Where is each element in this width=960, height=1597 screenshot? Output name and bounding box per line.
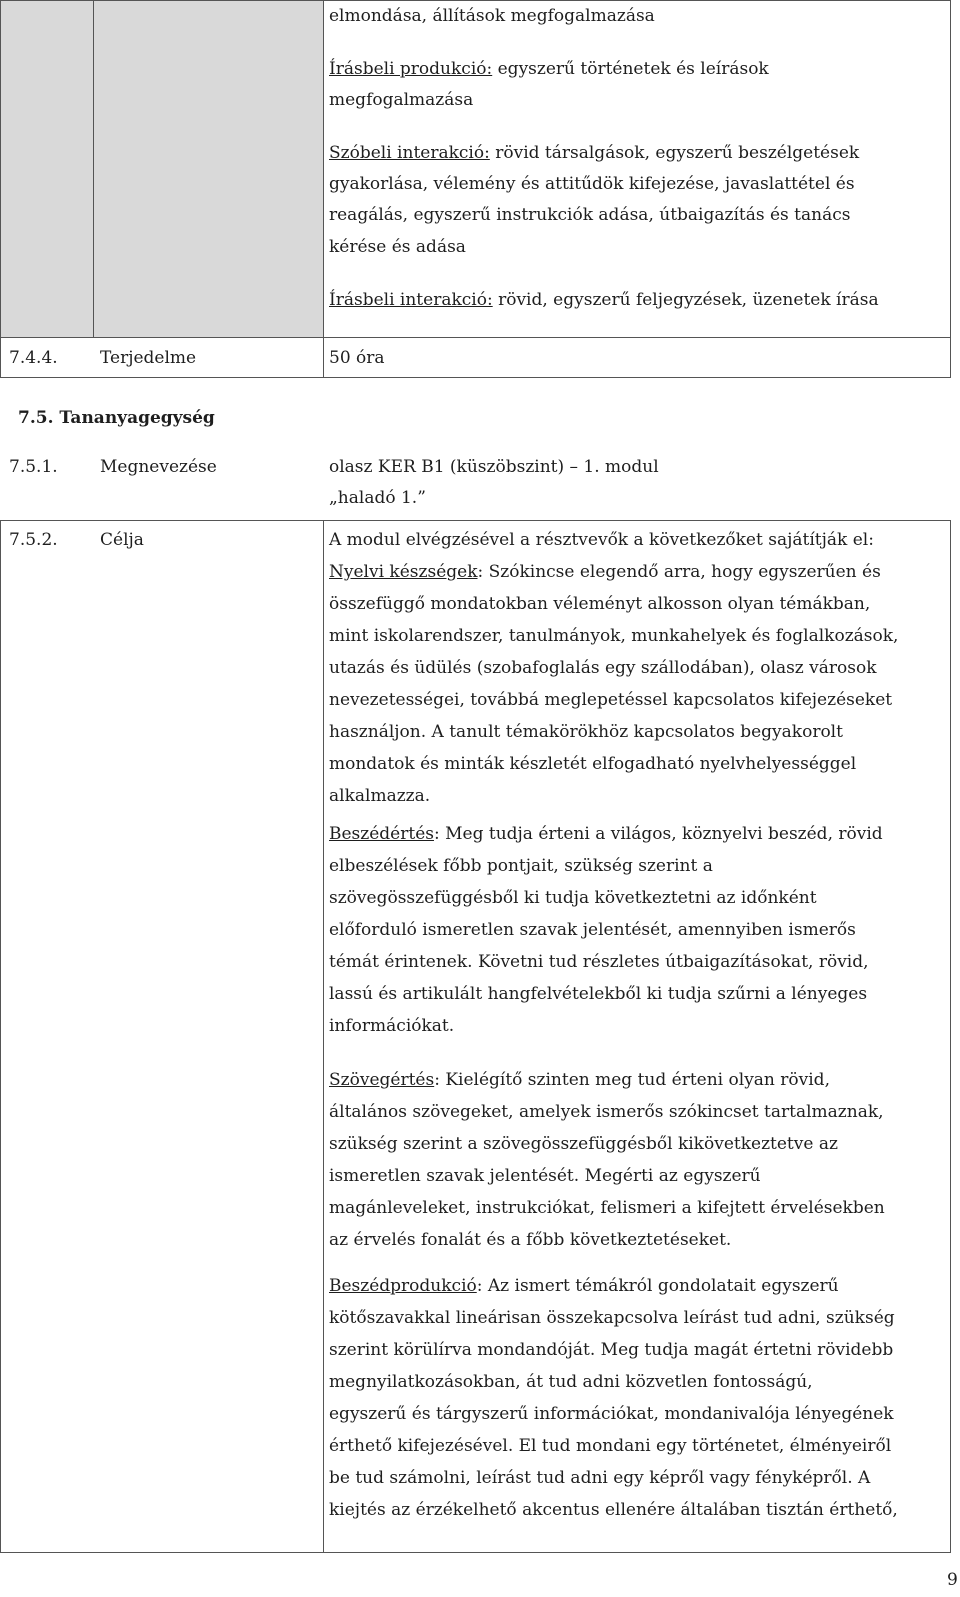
beszedprodukcio-line-6: érthető kifejezésével. El tud mondani egy történetet, élményeiről — [329, 1436, 892, 1456]
row-value-megnevezese-2: „haladó 1.” — [329, 488, 426, 508]
szobeli-interakcio-label: Szóbeli interakció: — [329, 143, 490, 163]
row-label-megnevezese: Megnevezése — [100, 457, 217, 477]
beszedprodukcio-line-8: kiejtés az érzékelhető akcentus ellenére általában tisztán érthető, — [329, 1500, 898, 1520]
nyelvi-line-7: mondatok és minták készletét elfogadható nyelvhelyességgel — [329, 754, 857, 774]
beszedprodukcio-label: Beszédprodukció — [329, 1276, 477, 1296]
beszedprodukcio-line-5: egyszerű és tárgyszerű információkat, mondanivalója lényegének — [329, 1404, 894, 1424]
celja-intro: A modul elvégzésével a résztvevők a következőket sajátítják el: — [329, 530, 874, 550]
beszedertes-line-6: lassú és artikulált hangfelvételekből ki tudja szűrni a lényeges — [329, 984, 868, 1004]
row-label-celja: Célja — [100, 530, 144, 550]
nyelvi-line-6: használjon. A tanult témakörökhöz kapcsolatos begyakorolt — [329, 722, 843, 742]
szobeli-interakcio-line-3: reagálás, egyszerű instrukciók adása, útbaigazítás és tanács — [329, 205, 851, 225]
beszedertes-line-3: szövegösszefüggésből ki tudja következtetni az időnként — [329, 888, 817, 908]
szovegertes-line-5: magánleveleket, instrukciókat, felismeri a kifejtett érvelésekben — [329, 1198, 885, 1218]
szobeli-interakcio-line-4: kérése és adása — [329, 237, 466, 257]
row-value-terjedelme: 50 óra — [329, 348, 385, 368]
row-value-megnevezese-1: olasz KER B1 (küszöbszint) – 1. modul — [329, 457, 659, 477]
nyelvi-label: Nyelvi készségek — [329, 562, 478, 582]
szovegertes-line-1: Szövegértés: Kielégítő szinten meg tud érteni olyan rövid, — [329, 1070, 830, 1090]
nyelvi-line-4: utazás és üdülés (szobafoglalás egy szállodában), olasz városok — [329, 658, 877, 678]
irasbeli-produkcio-line-2: megfogalmazása — [329, 90, 474, 110]
nyelvi-line-5: nevezetességei, továbbá meglepetéssel kapcsolatos kifejezéseket — [329, 690, 893, 710]
row-number-terjedelme: 7.4.4. — [9, 348, 58, 368]
nyelvi-line-3: mint iskolarendszer, tanulmányok, munkahelyek és foglalkozások, — [329, 626, 899, 646]
beszedertes-line-4: előforduló ismeretlen szavak jelentését, amennyiben ismerős — [329, 920, 856, 940]
beszedertes-label: Beszédértés — [329, 824, 434, 844]
beszedertes-line-5: témát érintenek. Követni tud részletes útbaigazításokat, rövid, — [329, 952, 869, 972]
szobeli-interakcio-line-2: gyakorlása, vélemény és attitűdök kifejezése, javaslattétel és — [329, 174, 855, 194]
irasbeli-produkcio-label: Írásbeli produkció: — [329, 59, 493, 79]
beszedprodukcio-line-1: Beszédprodukció: Az ismert témákról gondolatait egyszerű — [329, 1276, 839, 1296]
szovegertes-label: Szövegértés — [329, 1070, 435, 1090]
beszedertes-line-1: Beszédértés: Meg tudja érteni a világos, köznyelvi beszéd, rövid — [329, 824, 883, 844]
shaded-cell-number — [1, 1, 93, 337]
szovegertes-line-4: ismeretlen szavak jelentését. Megérti az egyszerű — [329, 1166, 761, 1186]
row-label-terjedelme: Terjedelme — [100, 348, 197, 368]
section-heading: 7.5. Tananyagegység — [18, 408, 215, 428]
irasbeli-interakcio-label: Írásbeli interakció: — [329, 290, 493, 310]
szobeli-interakcio-line-1: Szóbeli interakció: rövid társalgások, egyszerű beszélgetések — [329, 143, 860, 163]
beszedprodukcio-line-7: be tud számolni, leírást tud adni egy képről vagy fényképről. A — [329, 1468, 871, 1488]
nyelvi-line-2: összefüggő mondatokban véleményt alkosson olyan témákban, — [329, 594, 871, 614]
row-number-celja: 7.5.2. — [9, 530, 58, 550]
beszedertes-line-7: információkat. — [329, 1016, 455, 1036]
nyelvi-line-1: Nyelvi készségek: Szókincse elegendő arra, hogy egyszerűen és — [329, 562, 881, 582]
continued-text-line: elmondása, állítások megfogalmazása — [329, 6, 655, 26]
shaded-cell-label — [94, 1, 323, 337]
szovegertes-line-6: az érvelés fonalát és a főbb következtetéseket. — [329, 1230, 732, 1250]
beszedprodukcio-line-4: megnyilatkozásokban, át tud adni közvetlen fontosságú, — [329, 1372, 813, 1392]
irasbeli-interakcio-line: Írásbeli interakció: rövid, egyszerű feljegyzések, üzenetek írása — [329, 290, 879, 310]
beszedprodukcio-line-2: kötőszavakkal lineárisan összekapcsolva leírást tud adni, szükség — [329, 1308, 895, 1328]
nyelvi-line-8: alkalmazza. — [329, 786, 431, 806]
row-number-megnevezese: 7.5.1. — [9, 457, 58, 477]
beszedprodukcio-line-3: szerint körülírva mondandóját. Meg tudja magát értetni rövidebb — [329, 1340, 894, 1360]
irasbeli-produkcio-line-1: Írásbeli produkció: egyszerű történetek és leírások — [329, 59, 769, 79]
page-number: 9 — [947, 1570, 958, 1590]
beszedertes-line-2: elbeszélések főbb pontjait, szükség szerint a — [329, 856, 713, 876]
szovegertes-line-3: szükség szerint a szövegösszefüggésből kikövetkeztetve az — [329, 1134, 838, 1154]
szovegertes-line-2: általános szövegeket, amelyek ismerős szókincset tartalmaznak, — [329, 1102, 884, 1122]
